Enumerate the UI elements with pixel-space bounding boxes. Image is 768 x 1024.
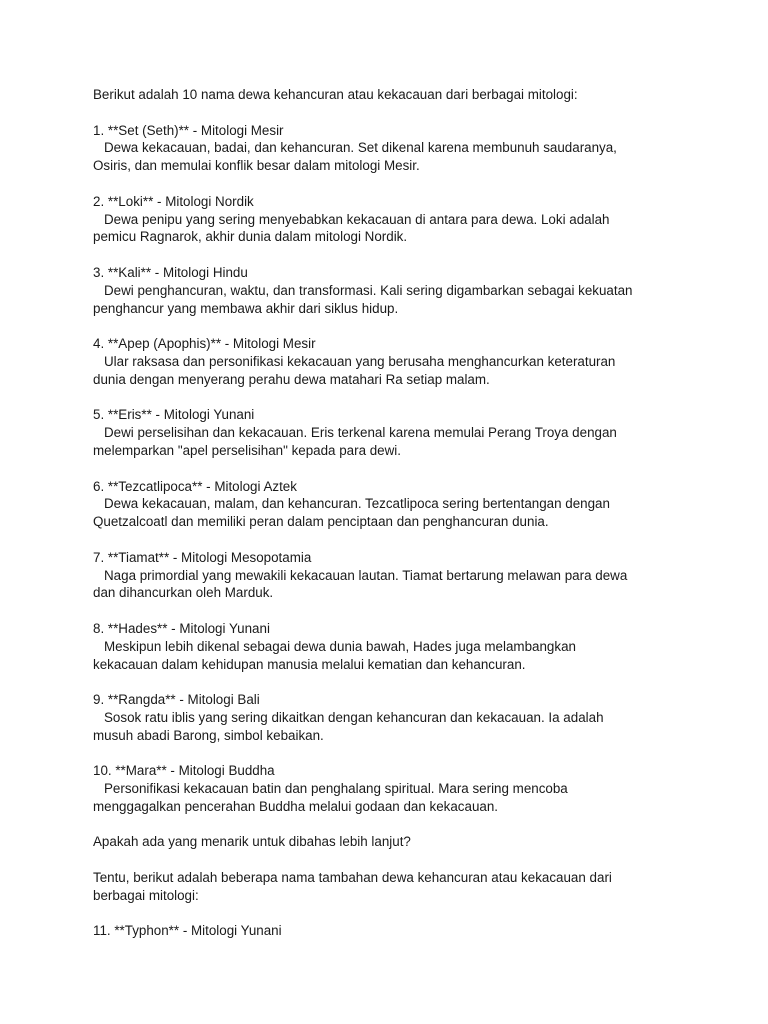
item-heading: 5. **Eris** - Mitologi Yunani xyxy=(93,407,255,423)
item-description-line: Dewi perselisihan dan kekacauan. Eris terkenal karena memulai Perang Troya dengan xyxy=(104,425,617,441)
item-heading: 4. **Apep (Apophis)** - Mitologi Mesir xyxy=(93,336,316,352)
item-heading: 7. **Tiamat** - Mitologi Mesopotamia xyxy=(93,549,312,565)
item-description-line: Sosok ratu iblis yang sering dikaitkan dengan kehancuran dan kekacauan. Ia adalah xyxy=(104,709,604,725)
followup-line: Tentu, berikut adalah beberapa nama tambahan dewa kehancuran atau kekacauan dari xyxy=(93,870,612,886)
item-description-line: Quetzalcoatl dan memiliki peran dalam penciptaan dan penghancuran dunia. xyxy=(93,514,549,530)
list-item xyxy=(93,762,693,815)
list-item xyxy=(93,264,693,317)
spacer xyxy=(93,246,693,264)
list-item xyxy=(93,193,693,246)
spacer xyxy=(93,531,693,549)
item-heading: 6. **Tezcatlipoca** - Mitologi Aztek xyxy=(93,478,297,494)
spacer xyxy=(93,816,693,834)
list-item xyxy=(93,478,693,531)
item-heading: 11. **Typhon** - Mitologi Yunani xyxy=(93,923,282,939)
item-description-line: dan dihancurkan oleh Marduk. xyxy=(93,585,274,601)
followup-line: berbagai mitologi: xyxy=(93,887,199,903)
list-item xyxy=(93,620,693,673)
spacer xyxy=(93,317,693,335)
list-item xyxy=(93,549,693,602)
item-description-line: Dewa kekacauan, badai, dan kehancuran. Set dikenal karena membunuh saudaranya, xyxy=(104,140,617,156)
item-description-line: Ular raksasa dan personifikasi kekacauan yang berusaha menghancurkan keteraturan xyxy=(104,353,616,369)
list-item xyxy=(93,335,693,388)
spacer xyxy=(93,905,693,923)
list-item xyxy=(93,406,693,459)
item-description-line: Dewa penipu yang sering menyebabkan kekacauan di antara para dewa. Loki adalah xyxy=(104,211,610,227)
spacer xyxy=(93,602,693,620)
item-description-line: menggagalkan pencerahan Buddha melalui godaan dan kekacauan. xyxy=(93,798,499,814)
item-description-line: kekacauan dalam kehidupan manusia melalui kematian dan kehancuran. xyxy=(93,656,526,672)
item-description-line: dunia dengan menyerang perahu dewa matahari Ra setiap malam. xyxy=(93,371,490,387)
document-page xyxy=(93,86,693,940)
item-description-line: Dewi penghancuran, waktu, dan transformasi. Kali sering digambarkan sebagai kekuatan xyxy=(104,282,633,298)
spacer xyxy=(93,460,693,478)
item-heading: 10. **Mara** - Mitologi Buddha xyxy=(93,763,275,779)
spacer xyxy=(93,175,693,193)
item-description-line: Osiris, dan memulai konflik besar dalam mitologi Mesir. xyxy=(93,158,420,174)
item-description-line: penghancur yang membawa akhir dari siklus hidup. xyxy=(93,300,399,316)
question-text: Apakah ada yang menarik untuk dibahas lebih lanjut? xyxy=(93,834,411,850)
item-heading: 9. **Rangda** - Mitologi Bali xyxy=(93,692,260,708)
item-description-line: Personifikasi kekacauan batin dan penghalang spiritual. Mara sering mencoba xyxy=(104,781,568,797)
item-description-line: musuh abadi Barong, simbol kebaikan. xyxy=(93,727,324,743)
spacer xyxy=(93,673,693,691)
followup-paragraph xyxy=(93,869,693,905)
item-description-line: pemicu Ragnarok, akhir dunia dalam mitologi Nordik. xyxy=(93,229,408,245)
list-item xyxy=(93,691,693,744)
spacer xyxy=(93,851,693,869)
item-description-line: Naga primordial yang mewakili kekacauan lautan. Tiamat bertarung melawan para dewa xyxy=(104,567,628,583)
item-heading: 2. **Loki** - Mitologi Nordik xyxy=(93,193,254,209)
item-heading: 1. **Set (Seth)** - Mitologi Mesir xyxy=(93,122,284,138)
intro-text: Berikut adalah 10 nama dewa kehancuran atau kekacauan dari berbagai mitologi: xyxy=(93,87,578,102)
item-heading: 8. **Hades** - Mitologi Yunani xyxy=(93,620,270,636)
item-description-line: melemparkan "apel perselisihan" kepada para dewi. xyxy=(93,442,401,458)
item-description-line: Dewa kekacauan, malam, dan kehancuran. Tezcatlipoca sering bertentangan dengan xyxy=(104,496,610,512)
spacer xyxy=(93,389,693,407)
list-item xyxy=(93,122,693,175)
spacer xyxy=(93,104,693,122)
item-description-line: Meskipun lebih dikenal sebagai dewa dunia bawah, Hades juga melambangkan xyxy=(104,638,576,654)
item-heading: 3. **Kali** - Mitologi Hindu xyxy=(93,264,248,280)
spacer xyxy=(93,744,693,762)
